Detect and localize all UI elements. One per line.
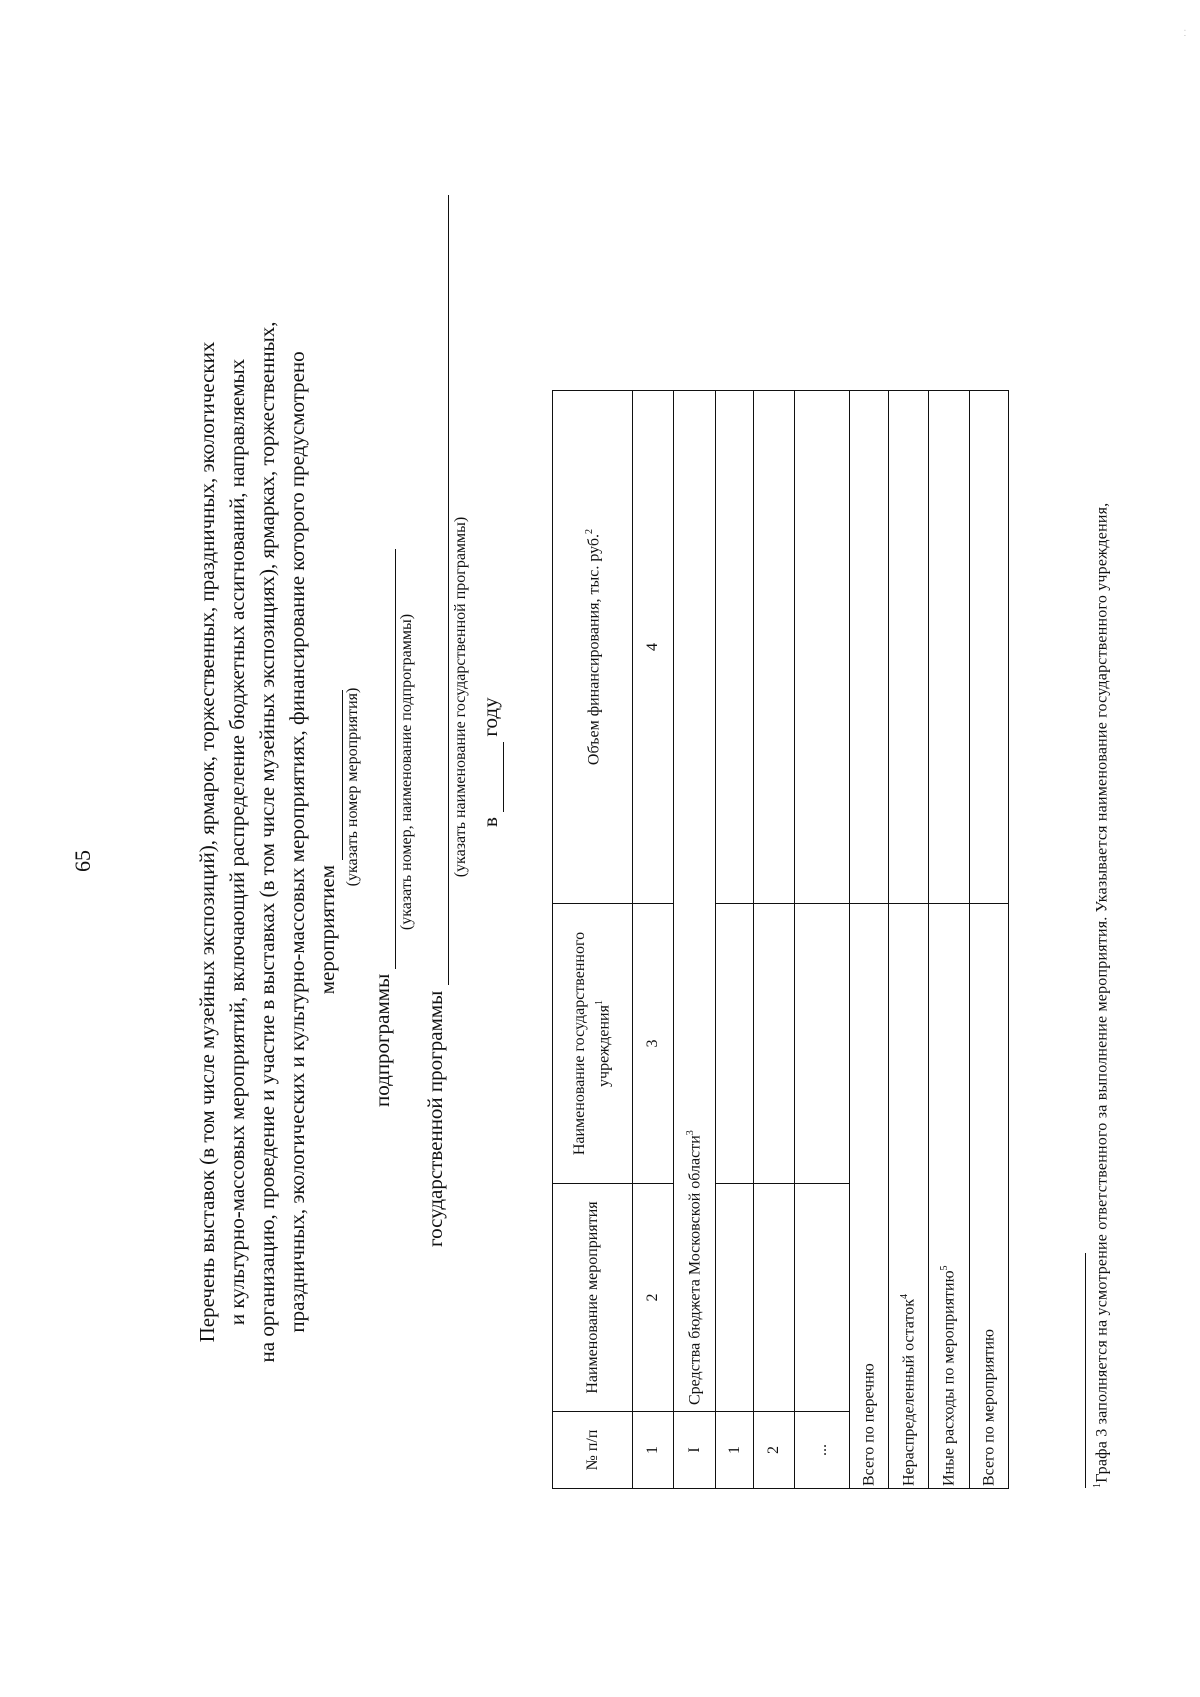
- table-row: [716, 391, 754, 1489]
- program-fill-line: [423, 195, 449, 985]
- row-num: 1: [716, 1412, 754, 1489]
- header-row: [553, 391, 633, 1489]
- summary-value: [970, 391, 1009, 904]
- section-title: Средства бюджета Московской области$^3$: [674, 904, 716, 1412]
- cell: [716, 391, 754, 904]
- footnote-text: Графа 3 заполняется на усмотрение ответственного за выполнение мероприятия. Указывается наименование государственного учреждения,: [1093, 502, 1111, 1483]
- header-event-name: Наименование мероприятия: [553, 1184, 633, 1412]
- program-hint: (указать наименование государственной программы): [452, 516, 469, 878]
- title-line-3: на организацию, проведение и участие в выставках (в том числе музейных экспозициях), ярмарках, торжественных,: [255, 321, 279, 1363]
- footnote-marker: 1: [1092, 1482, 1103, 1488]
- cell: [754, 391, 795, 904]
- summary-label: Нераспределенный остаток$^4$: [889, 904, 929, 1489]
- summary-value: [929, 391, 970, 904]
- summary-value: [850, 391, 889, 904]
- title-line-2: и культурно-массовых мероприятий, включающий распределение бюджетных ассигнований, направляемых: [225, 358, 249, 1326]
- year-suffix: году: [478, 697, 502, 737]
- summary-row: [889, 391, 929, 1489]
- summary-value: [889, 391, 929, 904]
- section-empty-cell: [674, 391, 716, 904]
- row-num: 2: [754, 1412, 795, 1489]
- cell: [795, 391, 850, 904]
- table-row: [795, 391, 850, 1489]
- title-line-4: праздничных, экологических и культурно-массовых мероприятиях, финансирование которого предусмотрено: [285, 351, 309, 1333]
- header-institution: Наименование государственного учреждения$^1$: [553, 904, 633, 1184]
- col-number: 3: [633, 904, 674, 1184]
- program-row: [423, 195, 449, 1247]
- cell: [754, 1184, 795, 1412]
- cell: [754, 904, 795, 1184]
- cell: [716, 1184, 754, 1412]
- page-number: 65: [70, 850, 95, 872]
- event-hint: (указать номер мероприятия): [344, 687, 361, 887]
- scan-mark: · ·: [1180, 28, 1190, 37]
- year-prefix: в: [478, 817, 502, 827]
- col-number: 2: [633, 1184, 674, 1412]
- column-numbers-row: [633, 391, 674, 1489]
- summary-label: Всего по мероприятию: [970, 904, 1009, 1489]
- subprogram-fill-line: [370, 549, 396, 969]
- table-row: [754, 391, 795, 1489]
- program-label: государственной программы: [423, 990, 447, 1247]
- header-num: № п/п: [553, 1412, 633, 1489]
- title-line-5: [312, 177, 343, 1507]
- year-row: [478, 697, 504, 827]
- budget-section-row: [674, 391, 716, 1489]
- summary-row: [929, 391, 970, 1489]
- summary-row: [970, 391, 1009, 1489]
- event-label: мероприятием: [315, 864, 339, 995]
- footnote: [1092, 188, 1111, 1488]
- title-line-1: Перечень выставок (в том числе музейных экспозиций), ярмарок, торжественных, праздничных, экологических: [195, 341, 219, 1343]
- funding-table: [552, 390, 1009, 1489]
- footnote-divider: [1085, 1253, 1086, 1488]
- subprogram-hint: (указать номер, наименование подпрограммы): [398, 613, 415, 931]
- subprogram-row: [370, 549, 396, 1107]
- col-number: 1: [633, 1412, 674, 1489]
- cell: [795, 1184, 850, 1412]
- col-number: 4: [633, 391, 674, 904]
- cell: [716, 904, 754, 1184]
- row-num: ...: [795, 1412, 850, 1489]
- subprogram-label: подпрограммы: [370, 973, 394, 1107]
- summary-label: Иные расходы по мероприятию$^5$: [929, 904, 970, 1489]
- cell: [795, 904, 850, 1184]
- summary-label: Всего по перечню: [850, 904, 889, 1489]
- section-num: I: [674, 1412, 716, 1489]
- document-title: [192, 177, 343, 1507]
- header-funding: Объем финансирования, тыс. руб.$^2$: [553, 391, 633, 904]
- summary-row: [850, 391, 889, 1489]
- event-fill-line: [312, 690, 343, 860]
- year-fill-line: [478, 742, 504, 812]
